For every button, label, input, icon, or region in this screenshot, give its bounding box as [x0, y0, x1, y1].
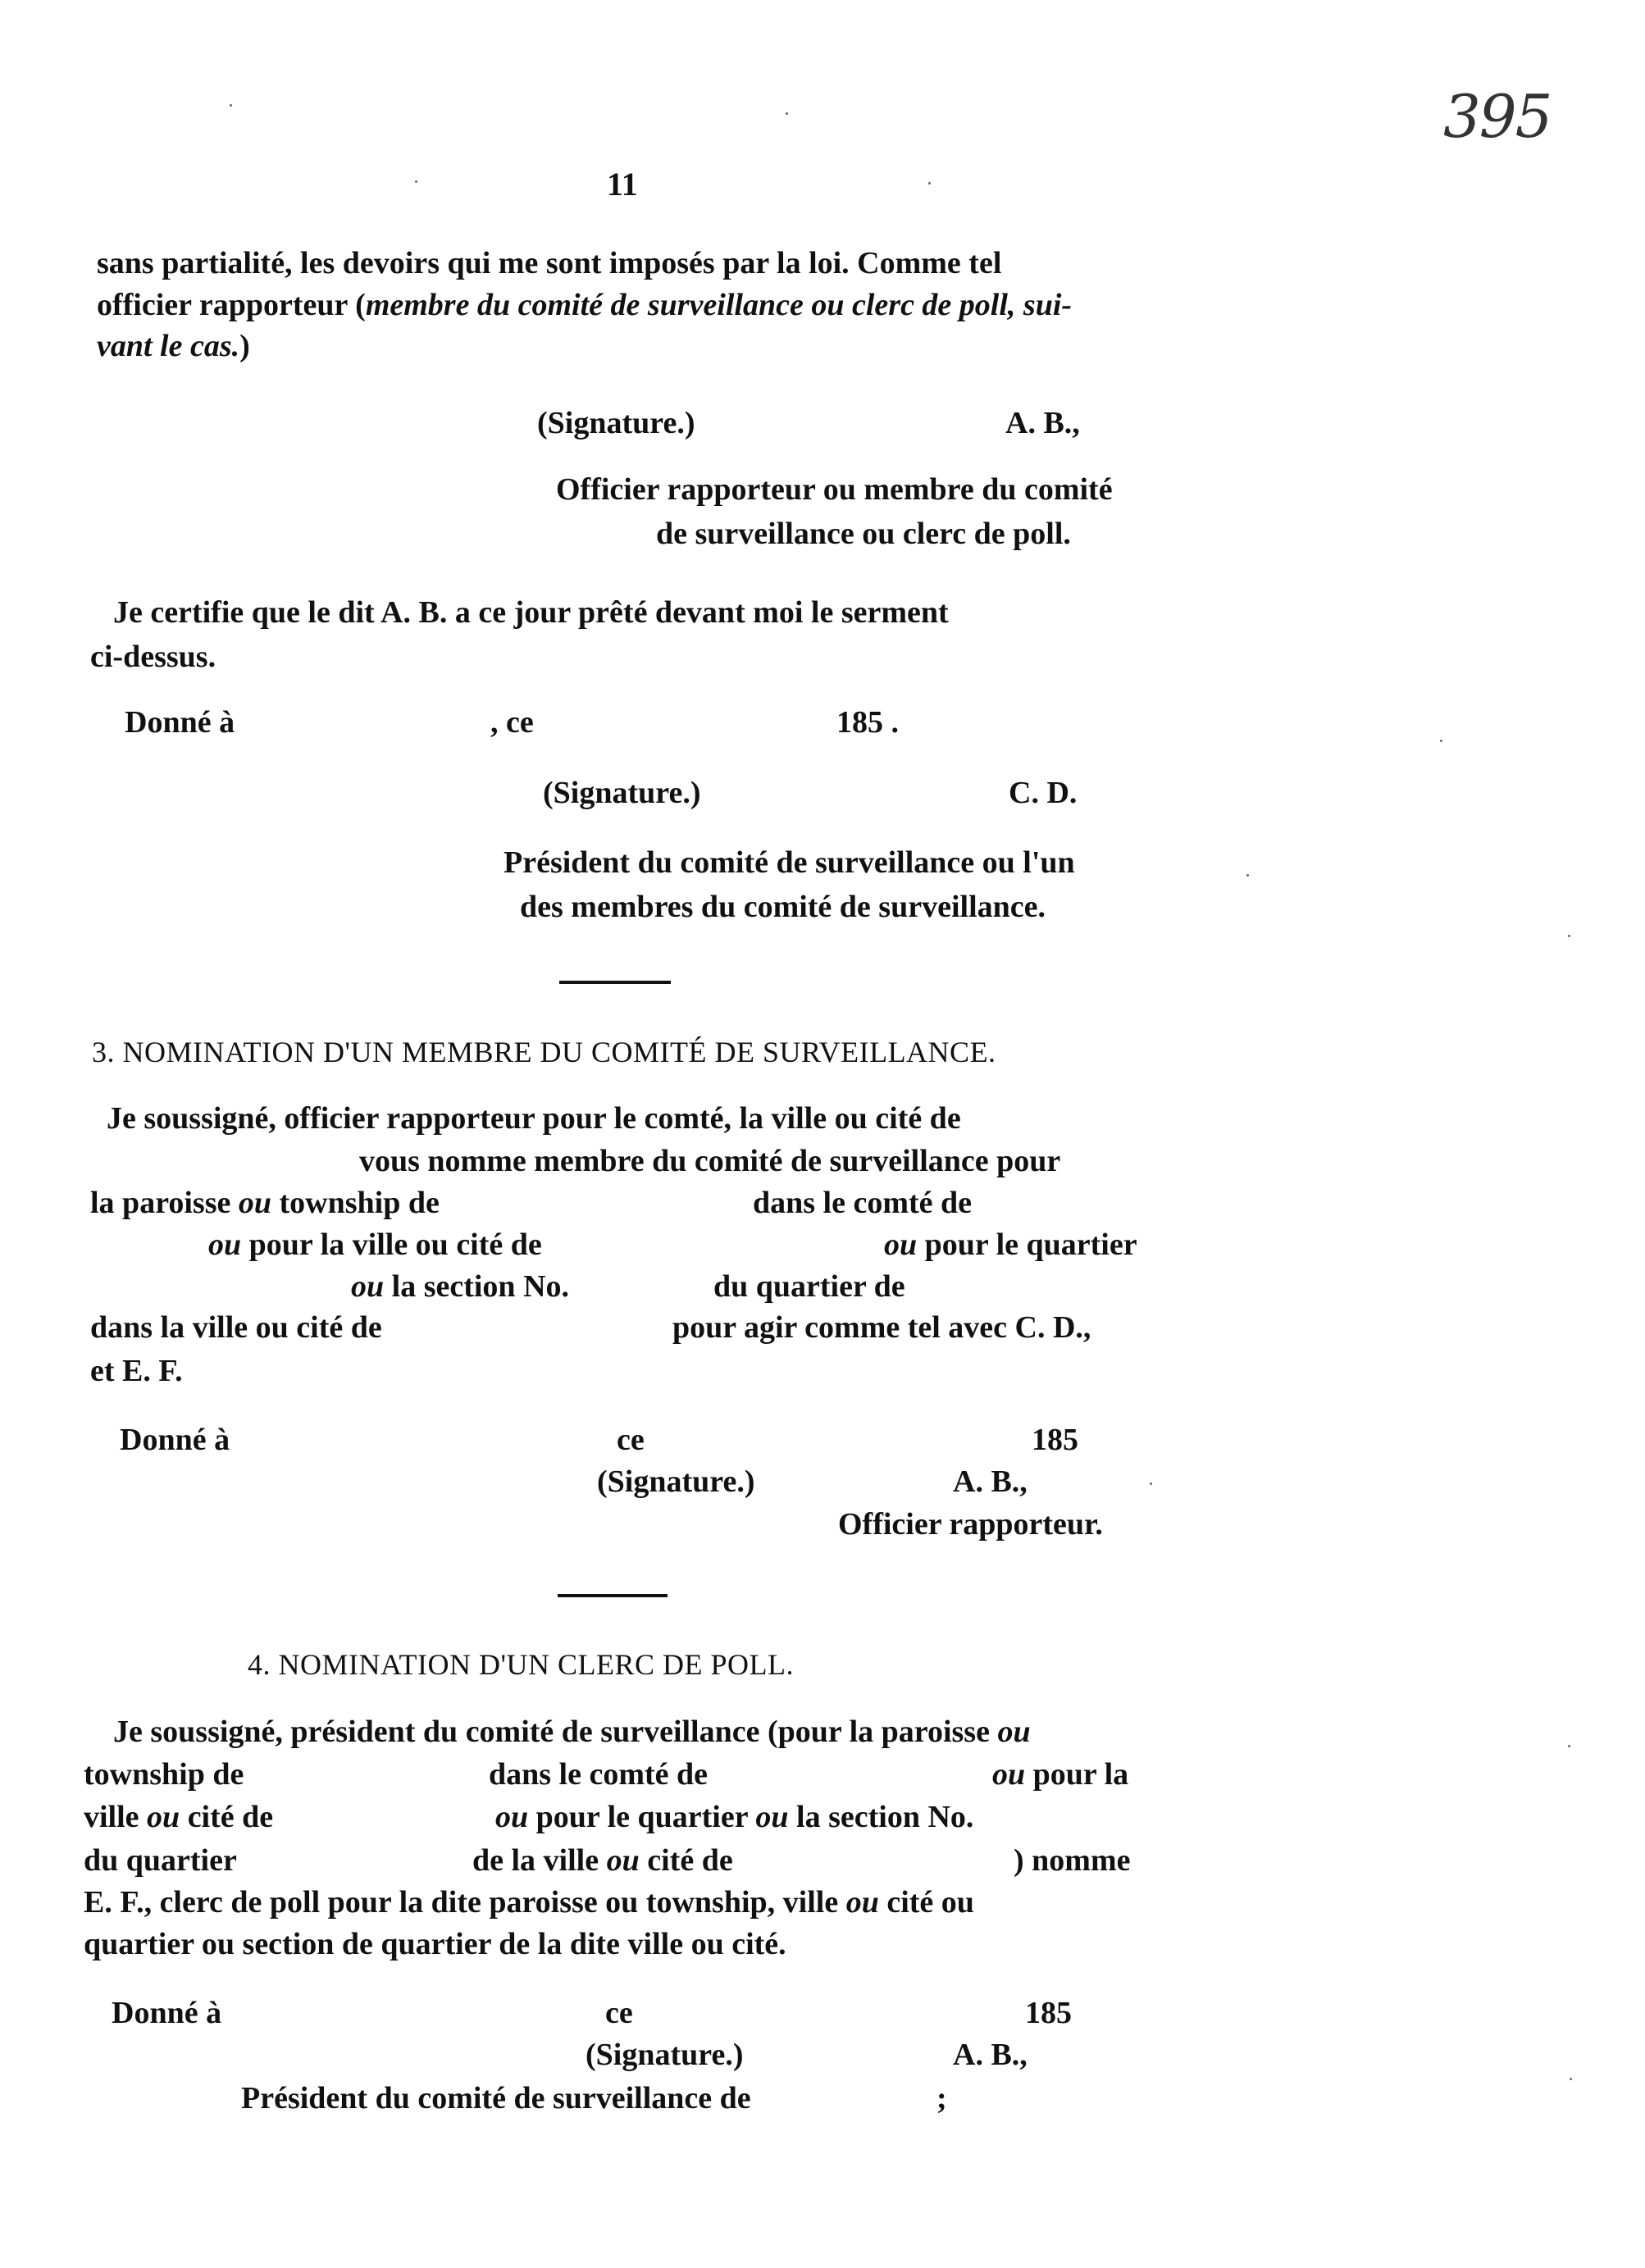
scan-speck — [1568, 935, 1570, 937]
text-span-italic: ou — [755, 1800, 789, 1834]
text-line — [97, 289, 1072, 321]
signatory-title: Président du comité de surveillance de — [241, 2081, 751, 2115]
date-ce-label: ce — [605, 1996, 633, 2030]
text-line — [495, 1801, 973, 1833]
text-line: vous nomme membre du comité de surveillance pour — [359, 1144, 1061, 1178]
text-span: E. F., clerc de poll pour la dite paroisse ou township, ville — [84, 1885, 846, 1920]
text-span: pour la — [1025, 1757, 1129, 1792]
text-line: ) nomme — [1014, 1843, 1131, 1878]
signatory-title: des membres du comité de surveillance. — [520, 890, 1046, 924]
text-line: et E. F. — [90, 1354, 183, 1388]
handwritten-folio-number: 395 — [1443, 82, 1552, 151]
text-line: dans le comté de — [489, 1757, 709, 1792]
text-span-italic: vant le cas. — [97, 329, 240, 363]
year-label: 185 — [1025, 1996, 1072, 2030]
text-line: township de — [84, 1757, 244, 1792]
text-span-italic: membre du comité de surveillance ou clerc de poll, sui- — [365, 288, 1073, 322]
scan-speck — [230, 104, 232, 107]
text-line: sans partialité, les devoirs qui me sont imposés par la loi. Comme tel — [97, 246, 1002, 280]
text-span: ) — [239, 329, 250, 363]
text-line: pour agir comme tel avec C. D., — [672, 1310, 1091, 1345]
text-line: ci-dessus. — [90, 640, 216, 674]
signatory-title: de surveillance ou clerc de poll. — [656, 517, 1071, 551]
scan-speck — [1246, 874, 1249, 877]
year-label: 185 . — [836, 705, 899, 740]
scan-speck — [928, 182, 931, 184]
text-span-italic: ou — [997, 1715, 1031, 1749]
page-number: 11 — [607, 166, 638, 203]
signature-name: A. B., — [953, 2038, 1028, 2072]
text-line: du quartier — [84, 1843, 237, 1878]
text-span: la section No. — [384, 1269, 570, 1304]
text-span-italic: ou — [238, 1186, 272, 1220]
section-divider — [559, 981, 671, 984]
scan-speck — [415, 180, 417, 183]
text-line — [84, 1801, 273, 1833]
text-line: Je soussigné, officier rapporteur pour le comté, la ville ou cité de — [107, 1101, 961, 1136]
text-span-italic: ou — [147, 1800, 180, 1834]
text-span: cité de — [639, 1843, 733, 1878]
text-span: cité ou — [878, 1885, 974, 1920]
given-at-label: Donné à — [120, 1423, 230, 1457]
given-at-label: Donné à — [125, 705, 235, 740]
text-span-italic: ou — [606, 1843, 640, 1878]
signatory-title: Officier rapporteur. — [838, 1507, 1103, 1542]
signature-name: A. B., — [953, 1464, 1028, 1499]
text-span: township de — [271, 1186, 440, 1220]
signature-name: C. D. — [1009, 776, 1078, 810]
section-heading: 3. NOMINATION D'UN MEMBRE DU COMITÉ DE SURVEILLANCE. — [92, 1036, 996, 1068]
section-divider — [558, 1594, 668, 1597]
text-span: pour la ville ou cité de — [241, 1227, 542, 1262]
text-span: pour le quartier — [917, 1227, 1137, 1262]
text-span: officier rapporteur ( — [97, 288, 366, 322]
text-span: de la ville — [472, 1843, 607, 1878]
text-span-italic: ou — [208, 1227, 242, 1262]
text-line — [113, 1716, 1031, 1747]
signature-label: (Signature.) — [597, 1464, 755, 1499]
text-span: la section No. — [788, 1800, 974, 1834]
date-ce-label: ce — [617, 1423, 645, 1457]
text-span: ville — [84, 1800, 148, 1834]
text-line: dans la ville ou cité de — [90, 1310, 382, 1345]
text-line: quartier ou section de quartier de la dite ville ou cité. — [84, 1927, 786, 1961]
signature-label: (Signature.) — [586, 2038, 744, 2072]
text-line — [208, 1229, 542, 1260]
text-line: dans le comté de — [753, 1186, 973, 1220]
text-span: la paroisse — [90, 1186, 239, 1220]
text-span-italic: ou — [884, 1227, 918, 1262]
signature-label: (Signature.) — [537, 406, 695, 440]
text-span-italic: ou — [992, 1757, 1026, 1792]
scan-speck — [1570, 2078, 1572, 2080]
section-heading: 4. NOMINATION D'UN CLERC DE POLL. — [248, 1648, 794, 1681]
text-span: cité de — [180, 1800, 274, 1834]
text-span: pour le quartier — [528, 1800, 756, 1834]
signatory-title: Président du comité de surveillance ou l'un — [504, 845, 1075, 880]
text-span-italic: ou — [495, 1800, 529, 1834]
year-label: 185 — [1032, 1423, 1078, 1457]
text-line — [472, 1845, 733, 1876]
text-line — [90, 1187, 440, 1218]
date-ce-label: , ce — [490, 705, 534, 740]
scan-speck — [1568, 1745, 1570, 1747]
signatory-title: ; — [936, 2081, 947, 2115]
text-line — [84, 1887, 974, 1918]
signatory-title: Officier rapporteur ou membre du comité — [556, 472, 1113, 507]
scan-speck — [1150, 1482, 1152, 1485]
text-span-italic: ou — [351, 1269, 385, 1304]
scan-speck — [1440, 740, 1442, 742]
given-at-label: Donné à — [112, 1996, 222, 2030]
text-span-italic: ou — [845, 1885, 879, 1920]
text-line — [992, 1759, 1128, 1790]
text-line — [97, 330, 250, 362]
signature-name: A. B., — [1005, 406, 1080, 440]
text-line — [884, 1229, 1137, 1260]
text-span: Je soussigné, président du comité de surveillance (pour la paroisse — [113, 1715, 998, 1749]
text-line: Je certifie que le dit A. B. a ce jour prêté devant moi le serment — [113, 595, 949, 630]
scan-speck — [786, 112, 788, 115]
signature-label: (Signature.) — [543, 776, 701, 810]
text-line — [351, 1271, 569, 1302]
text-line: du quartier de — [713, 1269, 905, 1304]
